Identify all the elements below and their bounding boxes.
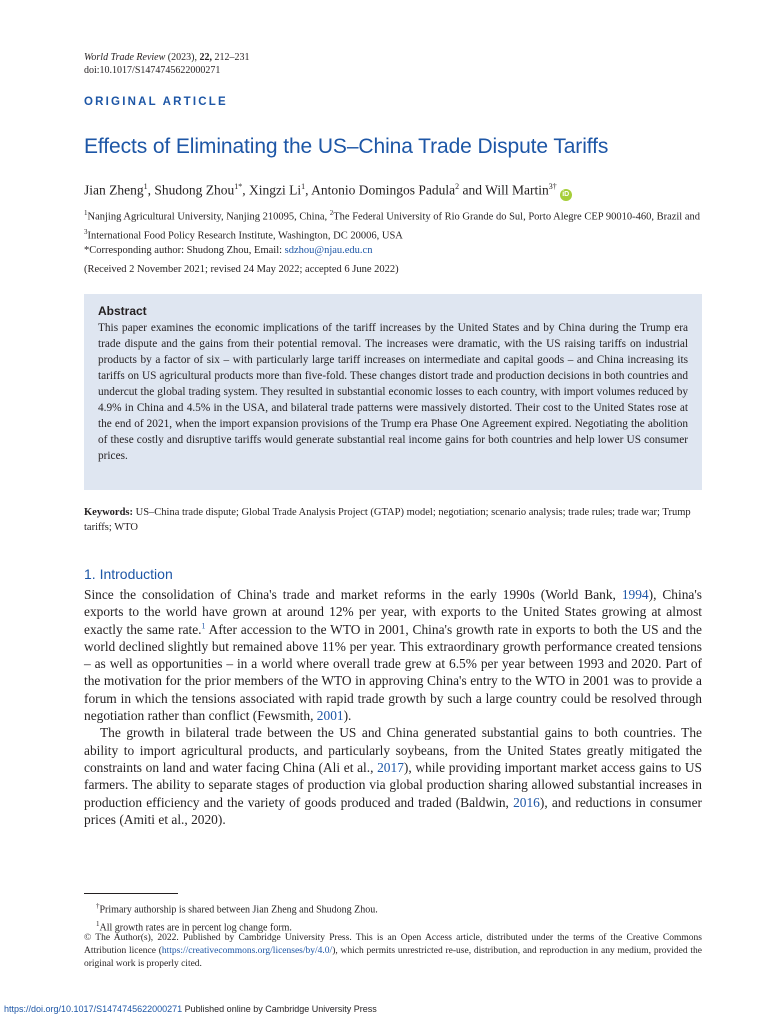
affiliation-1: Nanjing Agricultural University, Nanjing 210095, China, xyxy=(87,211,330,223)
author-list xyxy=(84,178,724,201)
journal-doi[interactable]: doi:10.1017/S1474745622000271 xyxy=(84,65,221,76)
email-link[interactable]: sdzhou@njau.edu.cn xyxy=(284,245,373,256)
journal-citation xyxy=(84,51,249,64)
footnotes xyxy=(96,899,378,936)
author-name: Antonio Domingos Padula xyxy=(311,182,456,198)
author-affil-mark: 2 xyxy=(455,182,460,191)
author-name: Shudong Zhou xyxy=(154,182,235,198)
paragraph-text: ). xyxy=(343,708,352,724)
footnote xyxy=(96,899,378,917)
paragraph-text: After accession to the WTO in 2001, China's growth rate in exports to both the US and the world declined slightly but remained above 11% per year. This extraordinary growth performance created tensions – as well as opportunities – in a world where overall trade grew at 6.5% per year between 1993 and 2020. Part of the motivation for the prior members of the WTO in approving China's entry to the WTO in 2001 was to provide a forum in which the tensions associated with rapid trade growth by such a large country could be resolved through negotiation rather than conflict (Fewsmith, xyxy=(84,621,702,724)
affiliations xyxy=(84,206,704,259)
paragraph xyxy=(84,724,702,828)
author-separator: , xyxy=(147,182,155,198)
citation-link[interactable]: 1994 xyxy=(621,587,649,602)
body-text xyxy=(84,586,702,828)
journal-year: (2023), xyxy=(167,52,197,63)
doi-link[interactable]: https://doi.org/10.1017/S1474745622000271 xyxy=(4,1004,183,1014)
journal-name: World Trade Review xyxy=(84,52,166,63)
author-name: Xingzi Li xyxy=(249,182,302,198)
abstract-heading: Abstract xyxy=(98,304,147,318)
footnote-divider xyxy=(84,893,178,894)
citation-link[interactable]: 2001 xyxy=(316,708,344,724)
keywords xyxy=(84,505,702,535)
affiliation-2: The Federal University of Rio Grande do Sul, Porto Alegre CEP 90010-460, Brazil and xyxy=(333,211,701,223)
footnote-text: All growth rates are in percent log change form. xyxy=(99,922,292,934)
keywords-label: Keywords: xyxy=(84,507,133,518)
license-link[interactable]: https://creativecommons.org/licenses/by/4.0/ xyxy=(161,946,333,956)
author-affil-mark: 1 xyxy=(143,182,148,191)
author-separator: , xyxy=(242,182,250,198)
paragraph xyxy=(84,586,702,724)
paragraph-text: Since the consolidation of China's trade and market reforms in the early 1990s (World Bank, xyxy=(84,587,622,602)
received-dates: (Received 2 November 2021; revised 24 May 2022; accepted 6 June 2022) xyxy=(84,264,399,275)
citation-link[interactable]: 2017 xyxy=(377,759,404,775)
orcid-icon[interactable]: iD xyxy=(560,189,572,201)
abstract-text: This paper examines the economic implications of the tariff increases by the United States and by China during the Trump era trade dispute and the gains from their potential removal. The increases were dramatic, with the US raising tariffs on industrial products by a factor of six – with particularly large tariff increases on intermediate and capital goods – and China increasing its tariffs on US agricultural products more than five-fold. These changes distort trade and production decisions in both countries and undercut the global trading system. They resulted in substantial economic losses to each country, with import volumes reduced by 4.9% in China and 4.5% in the USA, and bilateral trade patterns were massively distorted. Their cost to the United States rose at the end of 2021, when the import expansion provisions of the Trump era Phase One Agreement expired. Negotiating the abolition of these costly and disruptive tariffs would generate substantial real income gains for both countries and help lower US consumer prices. xyxy=(98,322,688,462)
author-affil-mark: 1* xyxy=(234,182,243,191)
paragraph-text: ), China's exports to the world have grown at around 12% per year, with exports to the United States growing at almost exactly the same rate. xyxy=(84,587,702,637)
author-name: Jian Zheng xyxy=(84,182,144,198)
affiliation-3: International Food Policy Research Institute, Washington, DC 20006, USA xyxy=(87,230,403,242)
paragraph-text: ), and reductions in consumer prices (Amiti et al., 2020). xyxy=(84,794,702,827)
published-note: Published online by Cambridge University Press xyxy=(182,1004,377,1014)
section-heading: 1. Introduction xyxy=(84,566,173,582)
affil-mark: 1 xyxy=(84,209,88,217)
affil-mark: 3 xyxy=(84,228,88,236)
footnote-text: Primary authorship is shared between Jian Zheng and Shudong Zhou. xyxy=(99,904,378,916)
author-affil-mark: 3† xyxy=(548,182,557,191)
author-separator: , xyxy=(305,182,312,198)
citation-link[interactable]: 2016 xyxy=(513,794,540,810)
corresponding-author: *Corresponding author: Shudong Zhou, Email: xyxy=(84,245,285,256)
abstract-box xyxy=(84,294,702,490)
journal-volume: 22, xyxy=(199,52,212,63)
license-text: © The Author(s), 2022. Published by Cambridge University Press. This is an Open Access article, distributed under the terms of the Creative Commons Attribution licence ( xyxy=(84,933,702,956)
published-footer xyxy=(0,1004,768,1014)
paragraph-text: ), while providing important market access gains to US farmers. The ability to separate stages of production via global production sharing allowed substantial increases in production efficiency and the variety of goods produced and traded (Baldwin, xyxy=(84,759,702,810)
journal-pages: 212–231 xyxy=(214,52,250,63)
article-type: ORIGINAL ARTICLE xyxy=(84,96,228,108)
license-text: ), which permits unrestricted re-use, distribution, and reproduction in any medium, provided the original work is properly cited. xyxy=(84,946,703,969)
affil-mark: 2 xyxy=(329,209,334,217)
footnote-mark: † xyxy=(96,902,100,910)
paragraph-text: The growth in bilateral trade between the US and China generated substantial gains to both countries. The ability to import agricultural products, and particularly soybeans, from the United States greatly mitigated the constraints on land and water facing China (Ali et al., xyxy=(84,725,702,775)
author-name: Will Martin xyxy=(485,182,549,198)
license-notice xyxy=(84,932,702,971)
author-and: and xyxy=(459,182,486,198)
article-title: Effects of Eliminating the US–China Trade Dispute Tariffs xyxy=(84,135,609,158)
author-affil-mark: 1 xyxy=(301,182,306,191)
footnote-mark: 1 xyxy=(96,920,100,929)
footnote-link[interactable]: 1 xyxy=(201,621,206,631)
keywords-text: US–China trade dispute; Global Trade Analysis Project (GTAP) model; negotiation; scenario analysis; trade rules; trade war; Trump tariffs; WTO xyxy=(84,507,691,533)
